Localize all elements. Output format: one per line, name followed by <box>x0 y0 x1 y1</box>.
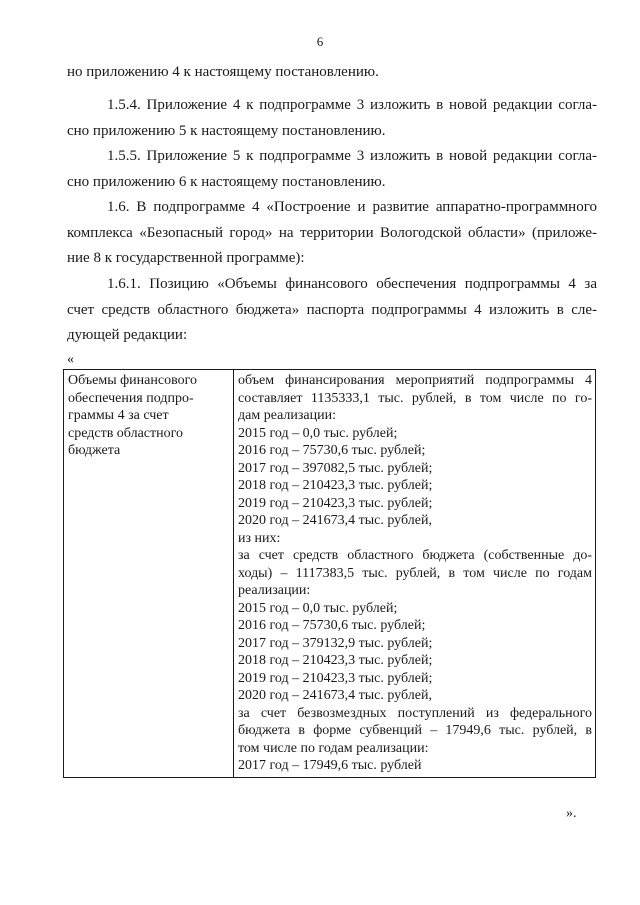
value-line: 2015 год – 0,0 тыс. рублей; <box>238 600 398 616</box>
paragraph-line: счет средств областного бюджета» паспорта подпрограммы 4 изложить в сле- <box>67 301 597 318</box>
value-line: составляет 1135333,1 тыс. рублей, в том числе по го- <box>238 390 592 406</box>
value-line: 2015 год – 0,0 тыс. рублей; <box>238 425 398 441</box>
label-line: Объемы финансового <box>68 373 197 388</box>
paragraph-line: дующей редакции: <box>67 327 188 343</box>
value-line: 2016 год – 75730,6 тыс. рублей; <box>238 443 426 458</box>
value-line: ходы) – 1117383,5 тыс. рублей, в том числе по годам <box>238 565 592 581</box>
value-line: 2019 год – 210423,3 тыс. рублей; <box>238 495 433 511</box>
value-line: том числе по годам реализации: <box>238 740 429 756</box>
paragraph-1 <box>67 60 597 86</box>
paragraph-line: ние 8 к государственной программе): <box>67 250 305 266</box>
opening-quote: « <box>67 352 74 367</box>
value-line: 2020 год – 241673,4 тыс. рублей, <box>238 688 432 703</box>
page-number: 6 <box>316 34 324 49</box>
label-line: средств областного <box>68 425 184 441</box>
paragraph-line: 1.6. В подпрограмме 4 «Построение и развитие аппаратно-программного <box>107 199 597 215</box>
value-line: 2016 год – 75730,6 тыс. рублей; <box>238 618 426 633</box>
closing-quote: ». <box>566 806 577 821</box>
paragraph-line: сно приложению 5 к настоящему постановлению. <box>67 122 386 139</box>
paragraph-line: 1.5.4. Приложение 4 к подпрограмме 3 изложить в новой редакции согла- <box>107 97 597 113</box>
value-line: 2018 год – 210423,3 тыс. рублей; <box>238 478 433 493</box>
paragraph-line: комплекса «Безопасный город» на территории Вологодской области» (приложе- <box>67 224 597 241</box>
table-row <box>64 370 596 778</box>
value-line: 2018 год – 210423,3 тыс. рублей; <box>238 653 433 668</box>
financing-table <box>63 369 596 778</box>
label-line: бюджета <box>68 443 121 458</box>
value-line: 2017 год – 379132,9 тыс. рублей; <box>238 635 433 651</box>
table-label-cell <box>64 370 234 778</box>
paragraph-line: сно приложению 6 к настоящему постановлению. <box>67 173 386 190</box>
label-line: граммы 4 за счет <box>68 408 169 423</box>
value-line: за счет безвозмездных поступлений из федерального <box>238 705 592 721</box>
paragraph-line: 1.5.5. Приложение 5 к подпрограмме 3 изложить в новой редакции согла- <box>107 148 597 164</box>
paragraph-1-6-1 <box>67 272 597 349</box>
value-line: 2019 год – 210423,3 тыс. рублей; <box>238 670 433 686</box>
value-line: из них: <box>238 530 281 546</box>
value-line: за счет средств областного бюджета (собственные до- <box>238 548 592 563</box>
paragraph-1-6 <box>67 195 597 272</box>
paragraph-line: 1.6.1. Позицию «Объемы финансового обеспечения подпрограммы 4 за <box>107 276 597 292</box>
table-value-cell <box>234 370 596 778</box>
paragraph-1-5-4 <box>67 93 597 144</box>
value-line: объем финансирования мероприятий подпрограммы 4 <box>238 373 592 388</box>
paragraph-1-5-5 <box>67 144 597 195</box>
value-line: бюджета в форме субвенций – 17949,6 тыс. рублей, в <box>238 723 592 738</box>
value-line: дам реализации: <box>238 408 337 423</box>
value-line: 2020 год – 241673,4 тыс. рублей, <box>238 513 432 528</box>
value-line: 2017 год – 17949,6 тыс. рублей <box>238 758 422 773</box>
value-line: 2017 год – 397082,5 тыс. рублей; <box>238 460 433 476</box>
paragraph-line: но приложению 4 к настоящему постановлению. <box>67 64 379 80</box>
label-line: обеспечения подпро- <box>68 390 194 406</box>
value-line: реализации: <box>238 583 311 598</box>
